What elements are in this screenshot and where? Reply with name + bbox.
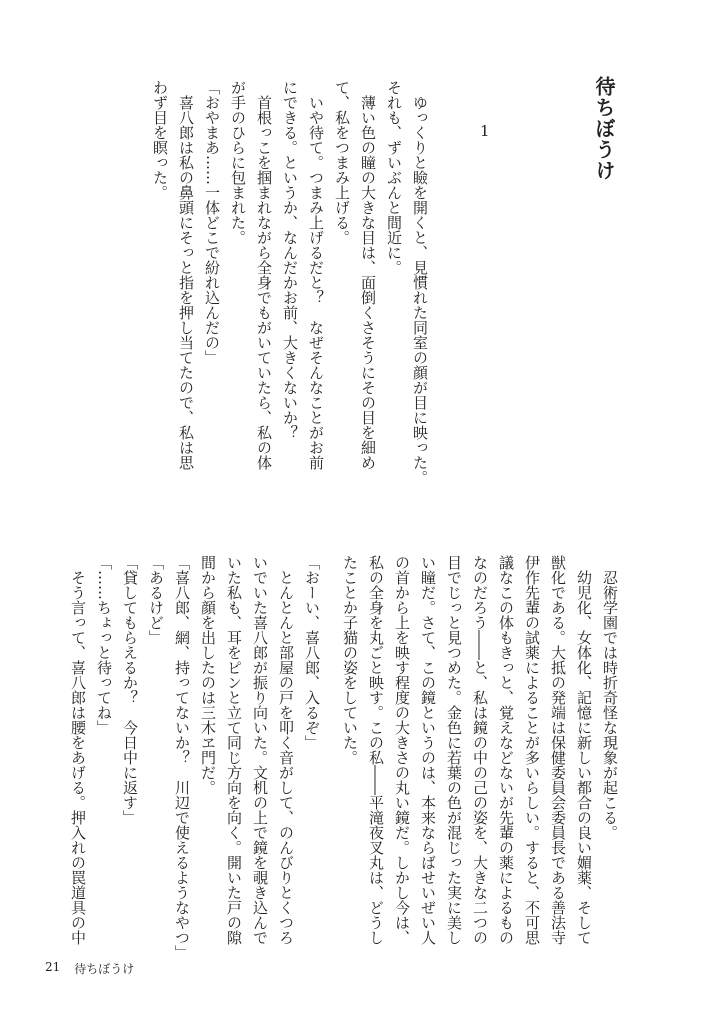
text-column: それも、ずいぶんと間近に。 [385,80,403,275]
text-column: ゆっくりと瞼を開くと、見慣れた同室の顔が目に映った。 [411,80,429,485]
text-column: の首から上を映す程度の大きさの丸い鏡だ。しかし今は、 [393,555,411,945]
text-column: 幼児化、女体化、記憶に新しい都合の良い媚薬、そして [575,555,593,945]
text-column: 目でじっと見つめた。金色に若葉の色が混じった実に美し [445,555,463,945]
section-number: 1 [480,122,490,140]
text-column: 忍術学園では時折奇怪な現象が起こる。 [601,555,619,840]
text-column: 私の全身を丸ごと映す。この私――平滝夜叉丸は、どうし [367,555,385,945]
page-footer [45,960,134,977]
text-column: たことか子猫の姿をしていた。 [341,555,359,765]
text-column: なのだろう――と、私は鏡の中の己の姿を、大きな二つの [471,555,489,945]
text-column: 「貸してもらえるか？ 今日中に返す」 [121,555,139,825]
text-column: 「おーい、喜八郎、入るぞ」 [303,555,321,750]
text-column: 喜八郎は私の鼻頭にそっと指を押し当てたので、私は思 [177,80,195,470]
text-column: て、私をつまみ上げる。 [333,80,351,245]
chapter-title: 待ちぼうけ [592,76,616,181]
text-column: にできる。というか、なんだかお前、大きくないか？ [281,80,299,440]
text-column: とんとんと部屋の戸を叩く音がして、のんびりとくつろ [277,555,295,945]
text-column: 薄い色の瞳の大きな目は、面倒くさそうにその目を細め [359,80,377,470]
text-column: わず目を瞑った。 [151,80,169,200]
text-column: 間から顔を出したのは三木ヱ門だ。 [199,555,217,795]
text-column: 伊作先輩の試薬によることが多いらしい。すると、不可思 [523,555,541,945]
text-column: そう言って、喜八郎は腰をあげる。押入れの罠道具の中 [69,555,87,945]
text-column: いでいた喜八郎が振り向いた。文机の上で鏡を覗き込んで [251,555,269,945]
text-column: 「あるけど」 [147,555,165,645]
text-column: 「おやまあ……一体どこで紛れ込んだの」 [203,80,221,365]
top-text-block [147,80,433,485]
text-column: い瞳だ。さて、この鏡というのは、本来ならばせいぜい人 [419,555,437,945]
text-column: が手のひらに包まれた。 [229,80,247,245]
text-column: 「喜八郎、網、持ってないか？ 川辺で使えるようなやつ」 [173,555,191,960]
text-column: 首根っこを掴まれながら全身でもがいていたら、私の体 [255,80,273,470]
text-column: いた私も、耳をピンと立て同じ方向を向く。開いた戸の隙 [225,555,243,945]
text-column: 獣化である。大抵の発端は保健委員会委員長である善法寺 [549,555,567,945]
bottom-right-text-block [337,555,623,955]
text-column: 議なこの体もきっと、覚えなどないが先輩の薬によるもの [497,555,515,945]
text-column: 「……ちょっと待ってね」 [95,555,113,735]
page-number: 21 [45,960,61,974]
text-column: いや待て。つまみ上げるだと？ なぜそんなことがお前 [307,80,325,470]
bottom-left-text-block [65,555,325,960]
running-title: 待ちぼうけ [74,962,135,976]
